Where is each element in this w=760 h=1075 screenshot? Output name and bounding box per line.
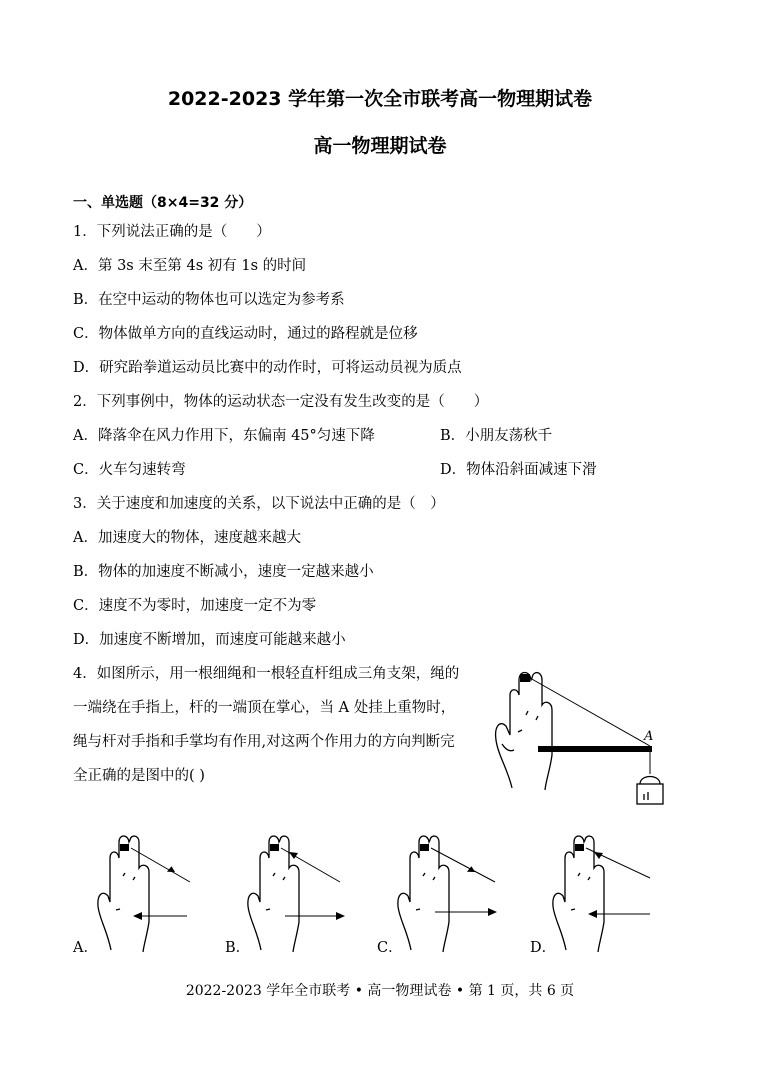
rod [538,746,652,752]
question-3-option-a: A．加速度大的物体，速度越来越大 [73,530,301,546]
question-3-option-b: B．物体的加速度不断减小，速度一定越来越小 [73,564,374,580]
question-2-stem: 2．下列事例中，物体的运动状态一定没有发生改变的是（ ） [73,394,489,410]
question-1-option-a: A．第 3s 末至第 4s 初有 1s 的时间 [73,258,307,274]
question-1-option-d: D．研究跆拳道运动员比赛中的动作时，可将运动员视为质点 [73,360,462,376]
option-c-figure [395,830,510,955]
question-2-option-a: A．降落伞在风力作用下，东偏南 45°匀速下降 [73,428,375,444]
rope [530,678,650,746]
question-3-option-d: D．加速度不断增加，而速度可能越来越小 [73,632,346,648]
question-4-stem-line-1: 4．如图所示，用一根细绳和一根轻直杆组成三角支架，绳的 [73,666,460,682]
hand-bracket-figure [490,660,680,810]
question-3-option-c: C．速度不为零时，加速度一定不为零 [73,598,317,614]
question-1-stem: 1．下列说法正确的是（ ） [73,224,271,240]
page-footer: 2022-2023 学年全市联考 • 高一物理试卷 • 第 1 页，共 6 页 [185,983,575,999]
option-a-label: A． [73,940,98,956]
option-a-figure [95,830,205,955]
option-b-figure [245,830,355,955]
question-2-option-d: D．物体沿斜面减速下滑 [440,462,597,478]
question-4-stem-line-2: 一端绕在手指上，杆的一端顶在掌心，当 A 处挂上重物时， [73,700,456,716]
option-d-figure [550,830,665,955]
point-a-label: A [644,729,654,744]
question-2-option-b: B．小朋友荡秋千 [440,428,553,444]
question-3-stem: 3．关于速度和加速度的关系，以下说法中正确的是（ ） [73,496,445,512]
question-2-option-c: C．火车匀速转弯 [73,462,186,478]
option-c-label: C． [377,940,403,956]
question-4-stem-line-3: 绳与杆对手指和手掌均有作用,对这两个作用力的方向判断完 [73,734,455,750]
question-4-stem-line-4: 全正确的是图中的( ) [73,768,205,784]
option-d-label: D． [530,940,557,956]
exam-title: 2022-2023 学年第一次全市联考高一物理期试卷 [167,88,593,110]
section-heading: 一、单选题（8×4=32 分） [73,195,253,211]
exam-subtitle: 高一物理期试卷 [313,135,447,157]
option-b-label: B． [225,940,251,956]
weight [637,784,663,804]
finger-band [520,674,530,682]
question-1-option-b: B．在空中运动的物体也可以选定为参考系 [73,292,345,308]
question-1-option-c: C．物体做单方向的直线运动时，通过的路程就是位移 [73,326,418,342]
